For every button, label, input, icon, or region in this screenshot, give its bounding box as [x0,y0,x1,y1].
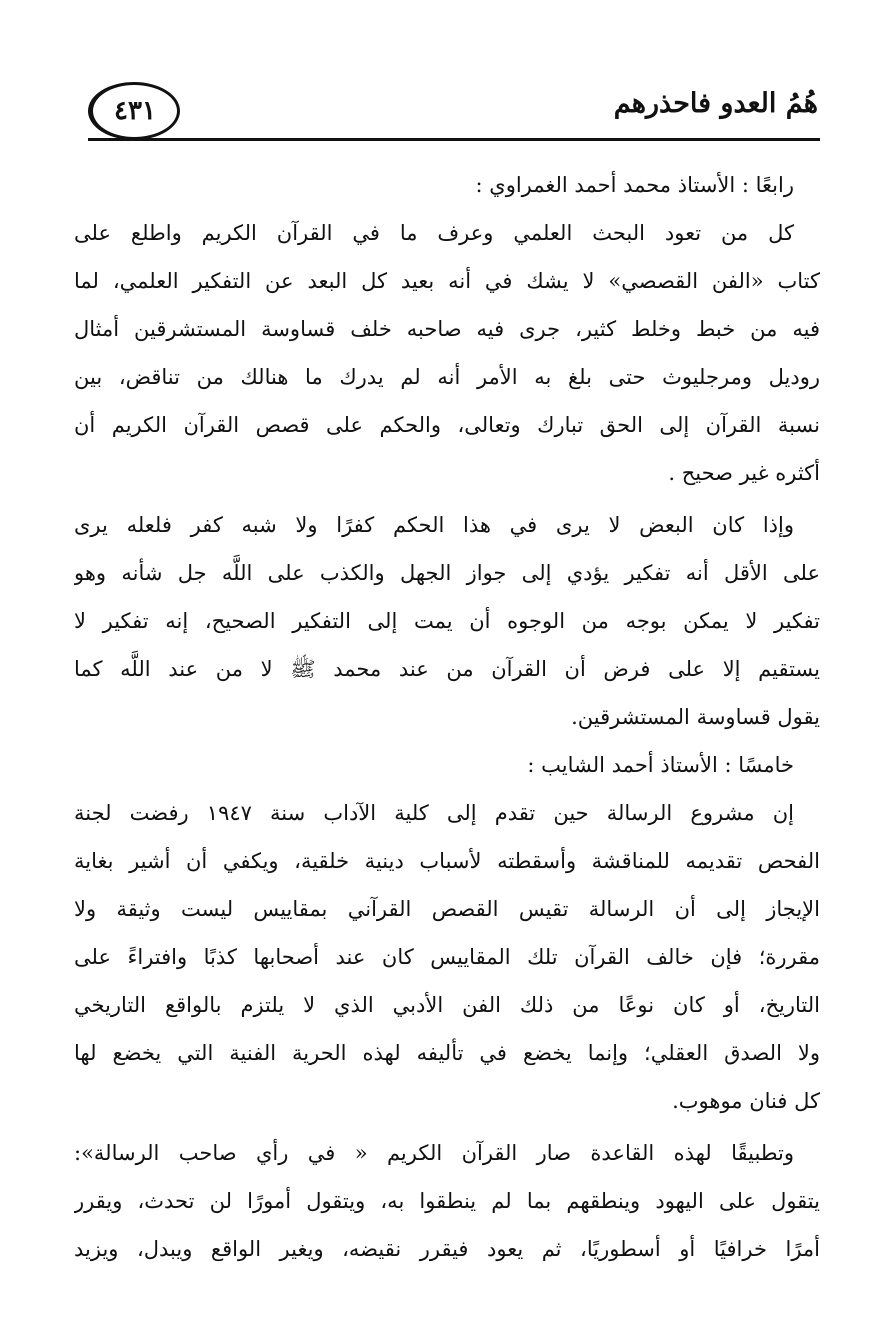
text-line: التاريخ، أو كان نوعًا من ذلك الفن الأدبي الذي لا يلتزم بالواقع التاريخي [74,993,820,1017]
text-line: نسبة القرآن إلى الحق تبارك وتعالى، والحكم على قصص القرآن الكريم أن [74,413,820,437]
paragraph [74,208,820,496]
text-line: أمرًا خرافيًا أو أسطوريًا، ثم يعود فيقرر نقيضه، ويغير الواقع ويبدل، ويزيد [74,1237,820,1261]
text-line: تفكير لا يمكن بوجه من الوجوه أن يمت إلى التفكير الصحيح، إنه تفكير لا [74,609,820,633]
text-line: روديل ومرجليوث حتى بلغ به الأمر أنه لم يدرك ما هنالك من تناقض، بين [74,365,820,389]
text-line: يتقول على اليهود وينطقهم بما لم ينطقوا به، ويتقول أمورًا لن تحدث، ويقرر [74,1189,820,1213]
text-line: وتطبيقًا لهذه القاعدة صار القرآن الكريم « في رأي صاحب الرسالة»: [74,1141,794,1165]
text-line: كتاب «الفن القصصي» لا يشك في أنه بعيد كل البعد عن التفكير العلمي، لما [74,269,820,293]
text-line: ولا الصدق العقلي؛ وإنما يخضع في تأليفه لهذه الحرية الفنية التي يخضع لها [74,1041,820,1065]
text-line: كل من تعود البحث العلمي وعرف ما في القرآن الكريم واطلع على [74,221,794,245]
text-line: الفحص تقديمه للمناقشة وأسقطته لأسباب دينية خلقية، ويكفي أن أشير بغاية [74,849,820,873]
text-line: يقول قساوسة المستشرقين. [571,705,820,729]
text-line: وإذا كان البعض لا يرى في هذا الحكم كفرًا ولا شبه كفر فلعله يرى [74,513,794,537]
page-number: ٤٣١ [88,82,180,140]
paragraph [74,500,820,740]
text-line: مقررة؛ فإن خالف القرآن تلك المقاييس كان عند أصحابها كذبًا وافتراءً على [74,945,820,969]
text-line: يستقيم إلا على فرض أن القرآن من عند محمد ﷺ لا من عند اللَّه كما [74,657,820,681]
text-line: إن مشروع الرسالة حين تقدم إلى كلية الآداب سنة ١٩٤٧ رفضت لجنة [74,801,794,825]
paragraph [74,788,820,1124]
text-line: كل فنان موهوب. [672,1089,820,1113]
text-line: الإيجاز إلى أن الرسالة تقيس القصص القرآني بمقاييس ليست وثيقة ولا [74,897,820,921]
section-heading-4: رابعًا : الأستاذ محمد أحمد الغمراوي : [475,173,794,197]
paragraph [74,1128,820,1272]
header-rule [88,138,820,141]
running-title: هُمُ العدو فاحذرهم [613,88,818,119]
section-heading-5: خامسًا : الأستاذ أحمد الشايب : [527,753,794,777]
text-line: فيه من خبط وخلط كثير، جرى فيه صاحبه خلف قساوسة المستشرقين أمثال [74,317,820,341]
text-line: أكثره غير صحيح . [668,461,820,485]
page-header [88,78,820,150]
text-line: على الأقل أنه تفكير يؤدي إلى جواز الجهل والكذب على اللَّه جل شأنه وهو [74,561,820,585]
page-body [74,160,820,1272]
